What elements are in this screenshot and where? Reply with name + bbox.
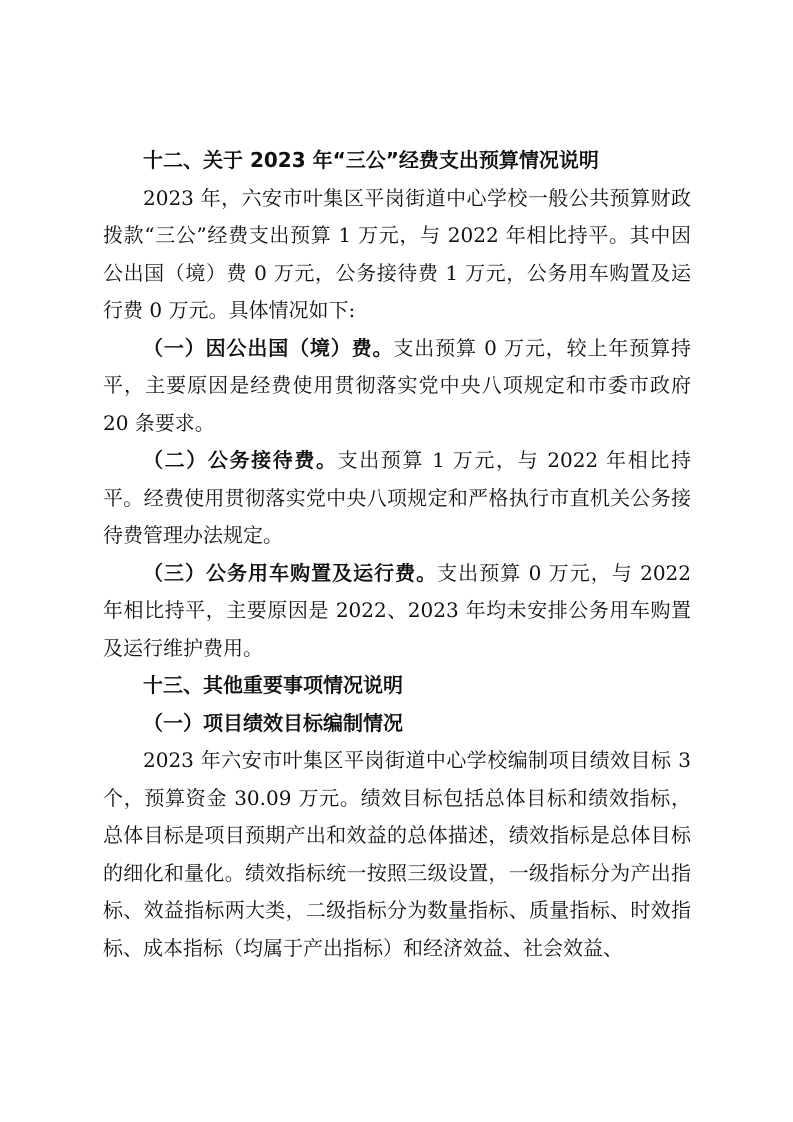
section-12-intro-paragraph: 2023 年，六安市叶集区平岗街道中心学校一般公共预算财政拨款“三公”经费支出预算 1 万元，与 2022 年相比持平。其中因公出国（境）费 0 万元，公务接待费 1 万元，公务用车购置及运行费 0 万元。具体情况如下: <box>103 185 691 322</box>
item-paragraph-reception <box>103 442 691 555</box>
item-text-vehicle: 支出预算 0 万元，与 2022 年相比持平，主要原因是 2022、2023 年均未安排公务用车购置及运行维护费用。 <box>103 560 691 660</box>
performance-goals-paragraph: 2023 年六安市叶集区平岗街道中心学校编制项目绩效目标 3 个，预算资金 30.09 万元。绩效目标包括总体目标和绩效指标，总体目标是项目预期产出和效益的总体描述，绩效指标是总体目标的细化和量化。绩效指标统一按照三级设置，一级指标分为产出指标、效益指标两大类，二级指标分为数量指标、质量指标、时效指标、成本指标（均属于产出指标）和经济效益、社会效益、 <box>103 748 691 960</box>
page-content <box>103 142 691 967</box>
item-paragraph-vehicle <box>103 555 691 668</box>
section-heading-12: 十二、关于 2023 年“三公”经费支出预算情况说明 <box>143 148 599 172</box>
item-title-vehicle: （三）公务用车购置及运行费。 <box>143 560 438 585</box>
item-title-reception: （二）公务接待费。 <box>143 448 338 472</box>
item-text-reception: 支出预算 1 万元，与 2022 年相比持平。经费使用贯彻落实党中央八项规定和严格执行市直机关公务接待费管理办法规定。 <box>103 448 691 547</box>
item-title-overseas: （一）因公出国（境）费。 <box>143 335 394 360</box>
section-heading-13: 十三、其他重要事项情况说明 <box>143 673 403 697</box>
item-paragraph-overseas <box>103 330 691 443</box>
subheading-performance-goals: （一）项目绩效目标编制情况 <box>143 710 403 735</box>
item-text-overseas: 支出预算 0 万元，较上年预算持平，主要原因是经费使用贯彻落实党中央八项规定和市委市政府 20 条要求。 <box>103 335 691 435</box>
